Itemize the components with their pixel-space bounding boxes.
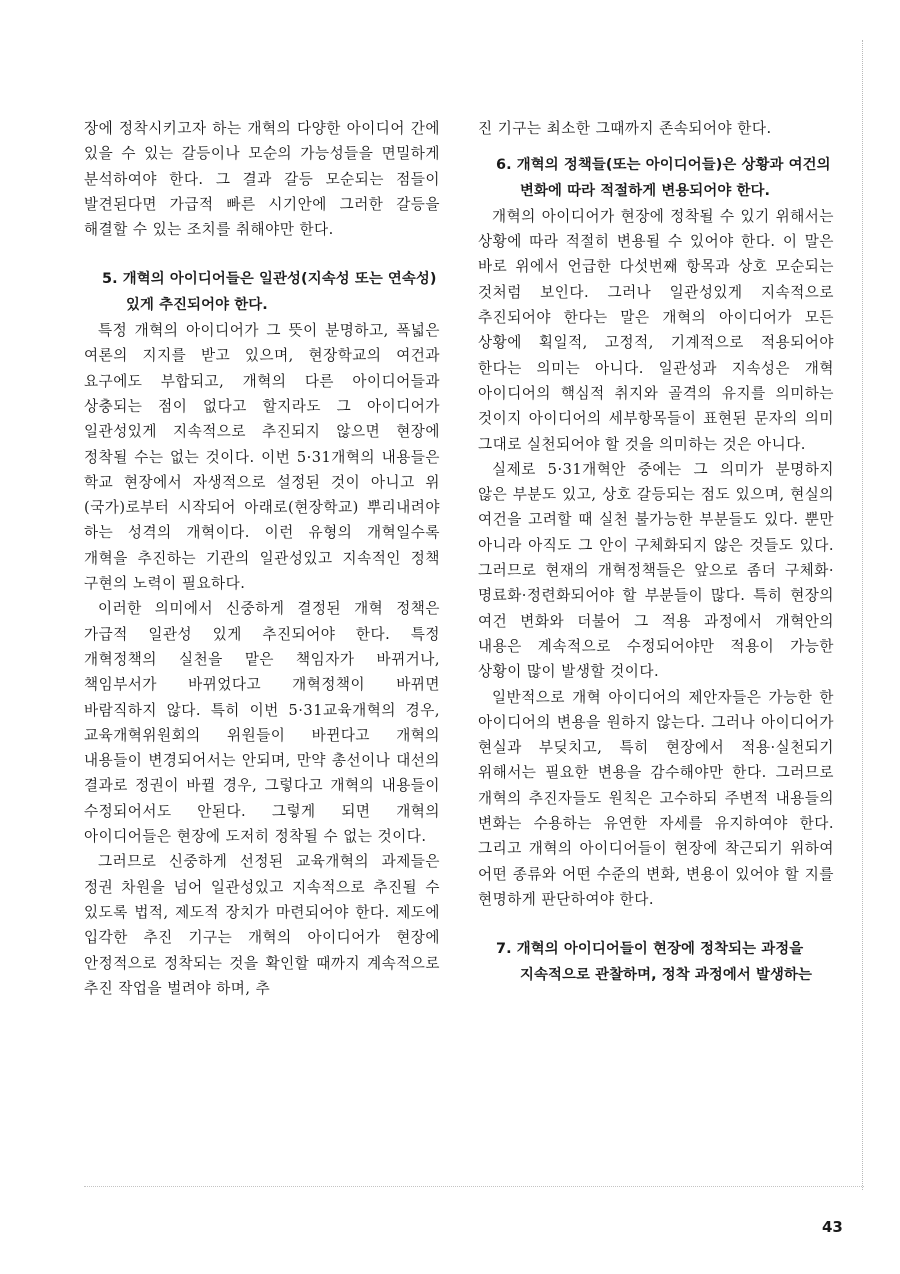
right-column [478, 116, 834, 988]
section-heading-5: 5. 개혁의 아이디어들은 일관성(지속성 또는 연속성) 있게 추진되어야 한다. [102, 271, 437, 313]
right-paragraph-2: 개혁의 아이디어가 현장에 정착될 수 있기 위해서는 상황에 따라 적절히 변용될 수 있어야 한다. 이 말은 바로 위에서 언급한 다섯번째 항목과 상호 모순되는 것처럼 보인다. 그러나 일관성있게 지속적으로 추진되어야 한다는 말은 개혁의 아이디어가 모든 상황에 획일적, 고정적, 기계적으로 적용되어야 한다는 의미는 아니다. 일관성과 지속성은 개혁 아이디어의 핵심적 취지와 골격의 유지를 의미하는 것이지 아이디어의 세부항목들이 표현된 문자의 의미 그대로 실천되어야 할 것을 의미하는 것은 아니다. [478, 207, 834, 453]
left-column [84, 116, 440, 1001]
spacer [478, 141, 834, 153]
spacer [478, 912, 834, 937]
section-heading-7: 7. 개혁의 아이디어들이 현장에 정착되는 과정을 지속적으로 관찰하며, 정착 과정에서 발생하는 [496, 941, 813, 983]
page-number: 43 [822, 1218, 843, 1236]
section-heading-6: 6. 개혁의 정책들(또는 아이디어들)은 상황과 여건의 변화에 따라 적절하게 변용되어야 한다. [496, 157, 831, 199]
left-paragraph-1: 장에 정착시키고자 하는 개혁의 다양한 아이디어 간에 있을 수 있는 갈등이나 모순의 가능성들을 면밀하게 분석하여야 한다. 그 결과 갈등 모순되는 점들이 발견된다면 가급적 빠른 시기안에 그러한 갈등을 해결할 수 있는 조치를 취해야만 한다. [84, 120, 440, 239]
right-paragraph-4: 일반적으로 개혁 아이디어의 제안자들은 가능한 한 아이디어의 변용을 원하지 않는다. 그러나 아이디어가 현실과 부딪치고, 특히 현장에서 적용·실천되기 위해서는 필요한 변용을 감수해야만 한다. 그러므로 개혁의 추진자들도 원칙은 고수하되 주변적 내용들의 변화는 수용하는 유연한 자세를 유지하여야 한다. 그리고 개혁의 아이디어들이 현장에 착근되기 위하여 어떤 종류와 어떤 수준의 변화, 변용이 있어야 할 지를 현명하게 판단하여야 한다. [478, 688, 834, 908]
margin-rule-vertical [862, 40, 863, 1190]
margin-rule-horizontal [84, 1186, 864, 1187]
left-paragraph-4: 그러므로 신중하게 선정된 교육개혁의 과제들은 정권 차원을 넘어 일관성있고 지속적으로 추진될 수 있도록 법적, 제도적 장치가 마련되어야 한다. 제도에 입각한 추진 기구는 개혁의 아이디어가 현장에 안정적으로 정착되는 것을 확인할 때까지 계속적으로 추진 작업을 벌려야 하며, 추 [84, 853, 440, 997]
right-paragraph-3: 실제로 5·31개혁안 중에는 그 의미가 분명하지 않은 부분도 있고, 상호 갈등되는 점도 있으며, 현실의 여건을 고려할 때 실천 불가능한 부분들도 있다. 뿐만 아니라 아직도 그 안이 구체화되지 않은 것들도 있다. 그러므로 현재의 개혁정책들은 앞으로 좀더 구체화·명료화·정련화되어야 할 부분들이 많다. 특히 현장의 여건 변화와 더불어 그 적용 과정에서 개혁안의 내용은 계속적으로 수정되어야만 적용이 가능한 상황이 많이 발생할 것이다. [478, 460, 834, 681]
left-paragraph-2: 특정 개혁의 아이디어가 그 뜻이 분명하고, 폭넓은 여론의 지지를 받고 있으며, 현장학교의 여건과 요구에도 부합되고, 개혁의 다른 아이디어들과 상충되는 점이 없다고 할지라도 그 아이디어가 일관성있게 지속적으로 추진되지 않으면 현장에 정착될 수는 없는 것이다. 이번 5·31개혁의 내용들은 학교 현장에서 자생적으로 설정된 것이 아니고 위(국가)로부터 시작되어 아래로(현장학교) 뿌리내려야 하는 성격의 개혁이다. 이런 유형의 개혁일수록 개혁을 추진하는 기관의 일관성있고 지속적인 정책 구현의 노력이 필요하다. [84, 322, 440, 593]
left-paragraph-3: 이러한 의미에서 신중하게 결정된 개혁 정책은 가급적 일관성 있게 추진되어야 한다. 특정 개혁정책의 실천을 맡은 책임자가 바뀌거나, 책임부서가 바뀌었다고 개혁정책이 바뀌면 바람직하지 않다. 특히 이번 5·31교육개혁의 경우, 교육개혁위원회의 위원들이 바뀐다고 개혁의 내용들이 변경되어서는 안되며, 만약 총선이나 대선의 결과로 정권이 바뀔 경우, 그렇다고 개혁의 내용들이 수정되어서도 안된다. 그렇게 되면 개혁의 아이디어들은 현장에 도저히 정착될 수 없는 것이다. [84, 600, 440, 846]
right-paragraph-1: 진 기구는 최소한 그때까지 존속되어야 한다. [478, 120, 772, 137]
spacer [84, 242, 440, 267]
